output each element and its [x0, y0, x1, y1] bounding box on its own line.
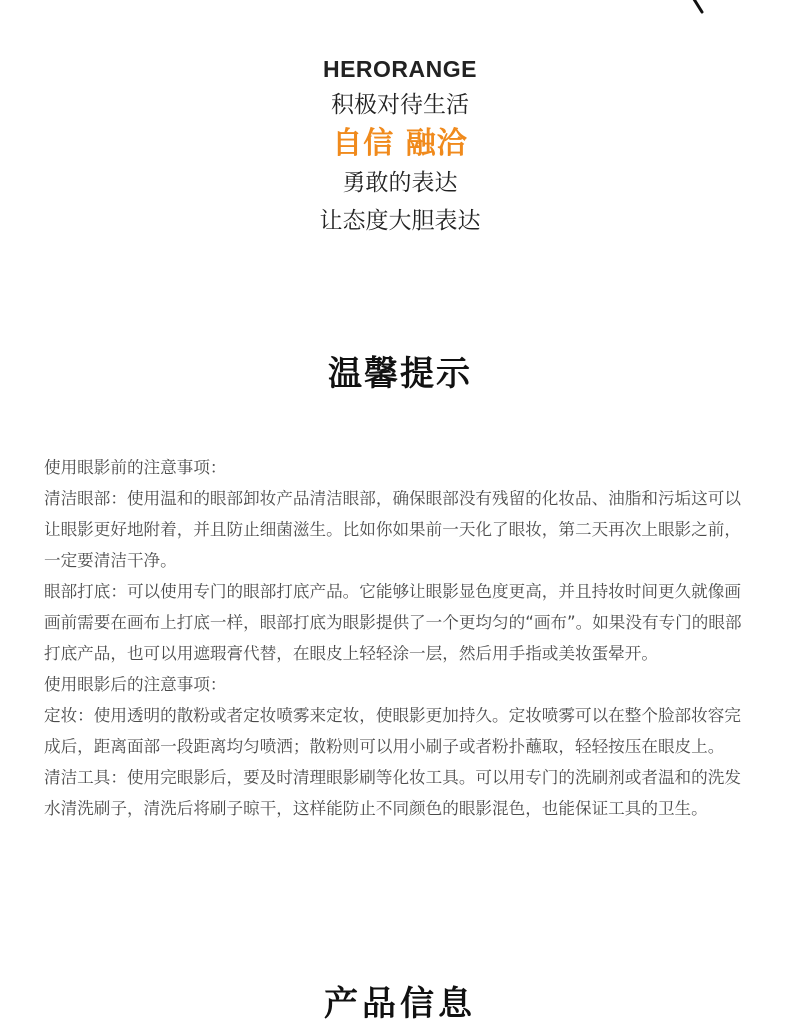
- slogan-line-4: 让态度大胆表达: [319, 208, 481, 234]
- slogan-line-accent: 自信 融洽: [332, 126, 468, 161]
- slogan-line-1: 积极对待生活: [331, 92, 469, 118]
- slogan-line-3: 勇敢的表达: [342, 170, 458, 196]
- tips-paragraph: 清洁工具：使用完眼影后，要及时清理眼影刷等化妆工具。可以用专门的洗刷剂或者温和的洗发水清洗刷子，清洗后将刷子晾干，这样能防止不同颜色的眼影混色，也能保证工具的卫生。: [44, 768, 741, 818]
- tips-paragraph: 眼部打底：可以使用专门的眼部打底产品。它能够让眼影显色度更高，并且持妆时间更久就像画画前需要在画布上打底一样，眼部打底为眼影提供了一个更均匀的“画布”。如果没有专门的眼部打底产品，也可以用遮瑕膏代替，在眼皮上轻轻涂一层，然后用手指或美妆蛋晕开。: [44, 582, 742, 663]
- tips-paragraph: 定妆：使用透明的散粉或者定妆喷雾来定妆，使眼影更加持久。定妆喷雾可以在整个脸部妆容完成后，距离面部一段距离均匀喷洒；散粉则可以用小刷子或者粉扑蘸取，轻轻按压在眼皮上。: [44, 706, 741, 756]
- tips-paragraph: 清洁眼部：使用温和的眼部卸妆产品清洁眼部，确保眼部没有残留的化妆品、油脂和污垢这可以让眼影更好地附着，并且防止细菌滋生。比如你如果前一天化了眼妆，第二天再次上眼影之前，一定要清洁干净。: [44, 489, 741, 570]
- tips-paragraph: 使用眼影后的注意事项：: [44, 675, 227, 694]
- brand-name: HERORANGE: [322, 56, 477, 82]
- corner-decoration: [686, 0, 726, 18]
- product-info-heading: 产品信息: [324, 984, 476, 1024]
- tips-paragraph: 使用眼影前的注意事项：: [44, 458, 227, 477]
- tips-heading: 温馨提示: [328, 354, 472, 394]
- brand-slogan: [0, 52, 800, 240]
- tips-content: [44, 452, 756, 824]
